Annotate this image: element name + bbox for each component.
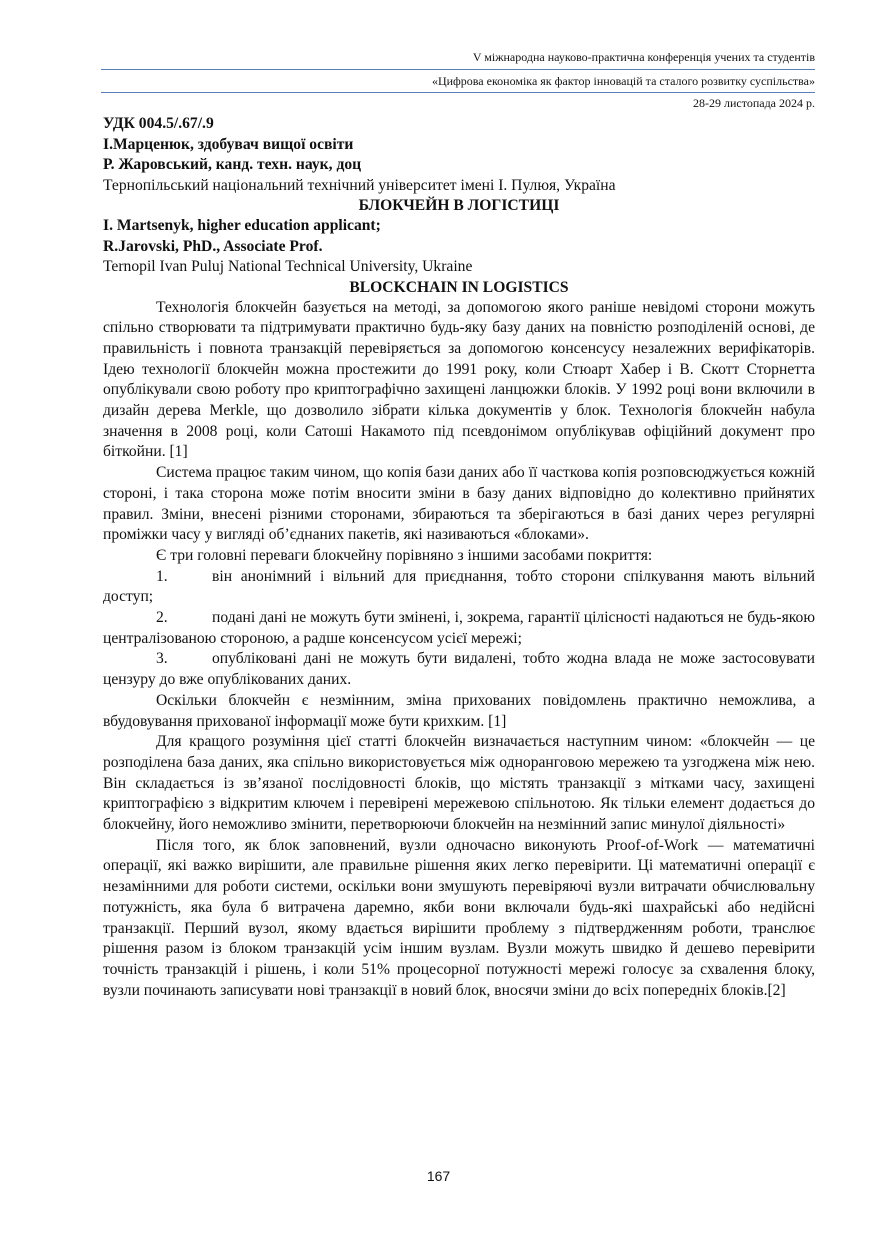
list-text: він анонімний і вільний для приєднання, тобто сторони спілкування мають вільний доступ; — [103, 567, 815, 606]
list-item — [103, 567, 815, 608]
author-ua-2: Р. Жаровський, канд. техн. наук, доц — [103, 156, 362, 173]
udk-code: УДК 004.5/.67/.9 — [103, 115, 214, 132]
affiliation-en: Ternopil Ivan Puluj National Technical University, Ukraine — [103, 258, 473, 275]
paper-title-ua: БЛОКЧЕЙН В ЛОГІСТИЦІ — [358, 197, 560, 214]
author-en-1: I. Martsenyk, higher education applicant; — [103, 217, 381, 234]
author-ua-1: І.Марценюк, здобувач вищої освіти — [103, 135, 354, 153]
paragraph: Є три головні переваги блокчейну порівняно з іншими засобами покриття: — [156, 546, 653, 564]
paper-content — [103, 114, 815, 1001]
list-number: 1. — [156, 567, 168, 585]
paragraph: Система працює таким чином, що копія бази даних або її часткова копія розповсюджується кожній стороні, і така сторона може потім вносити зміни в базу даних відповідно до колективно прийнятих правил. Зміни, внесені різними сторонами, збираються та зберігаються в базі даних через регулярні проміжки часу у вигляді об’єднаних пакетів, які називаються «блоками». — [103, 464, 815, 544]
affiliation-ua: Тернопільський національний технічний університет імені І. Пулюя, Україна — [103, 176, 616, 194]
running-header — [101, 50, 815, 111]
paragraph: Технологія блокчейн базується на методі, за допомогою якого раніше невідомі сторони можуть спільно створювати та підтримувати практично будь-яку базу даних на повністю розподіленій основі, де правильність і повнота транзакцій перевіряється за допомогою консенсусу незалежних верифікаторів. Ідею технології блокчейн можна простежити до 1991 року, коли Стюарт Хабер і В. Скотт Сторнетта опублікували свою роботу про криптографічно захищені ланцюжки блоків. У 1992 році вони включили в дизайн дерева Merkle, що дозволило зібрати кілька документів у блок. Технологія блокчейн набула значення в 2008 році, коли Сатоші Накамото під псевдонімом опублікував офіційний документ про біткойни. [1] — [103, 298, 815, 461]
paper-body — [103, 298, 815, 1002]
author-en-2: R.Jarovski, PhD., Associate Prof. — [103, 237, 323, 255]
paragraph: Після того, як блок заповнений, вузли одночасно виконують Proof-of-Work — математичні операції, які важко вирішити, але правильне рішення яких легко перевірити. Ці математичні операції є незамінними для роботи системи, оскільки вони змушують перевіряючі вузли витрачати обчислювальну потужність, яка була б витрачена даремно, якби вони включали будь-які шахрайські або недійсні транзакції. Перший вузол, якому вдається вирішити проблему з підтвердженням роботи, транслює рішення разом із блоком транзакцій усім іншим вузлам. Вузли можуть швидко й дешево перевірити точність транзакцій і рішень, і коли 51% процесорної потужності мережі голосує за схвалення блоку, вузли починають записувати нові транзакції в новий блок, вносячи зміни до всіх попередніх блоків.[2] — [103, 836, 815, 999]
list-text: опубліковані дані не можуть бути видалені, тобто жодна влада не може застосовувати цензуру до вже опублікованих даних. — [103, 650, 815, 689]
conference-title: V міжнародна науково-практична конференція учених та студентів — [472, 50, 815, 64]
list-item — [103, 649, 815, 690]
page-number: 167 — [426, 1168, 451, 1184]
conference-date: 28-29 листопада 2024 р. — [693, 96, 815, 110]
paper-title-en: BLOCKCHAIN IN LOGISTICS — [349, 278, 569, 296]
list-item — [103, 608, 815, 649]
list-text: подані дані не можуть бути змінені, і, зокрема, гарантії цілісності надаються не будь-якою централізованою стороною, а радше консенсусом усієї мережі; — [103, 609, 815, 647]
conference-theme: «Цифрова економіка як фактор інновацій та сталого розвитку суспільства» — [431, 74, 815, 88]
header-divider — [101, 69, 815, 70]
header-divider — [101, 92, 815, 93]
list-number: 2. — [156, 609, 168, 627]
list-number: 3. — [156, 650, 168, 668]
paragraph: Оскільки блокчейн є незмінним, зміна прихованих повідомлень практично неможлива, а вбудовування прихованої інформації може бути крихким. [1] — [103, 691, 815, 730]
paragraph: Для кращого розуміння цієї статті блокчейн визначається наступним чином: «блокчейн — це розподілена база даних, яка спільно використовується між одноранговою мережею та узгоджена між нею. Він складається із зв’язаної послідовності блоків, що містять транзакції з мітками часу, захищені криптографією з відкритим ключем і перевірені мережевою спільнотою. Як тільки елемент додається до блокчейну, його неможливо змінити, перетворюючи блокчейн на незмінний запис минулої діяльності» — [103, 733, 815, 834]
